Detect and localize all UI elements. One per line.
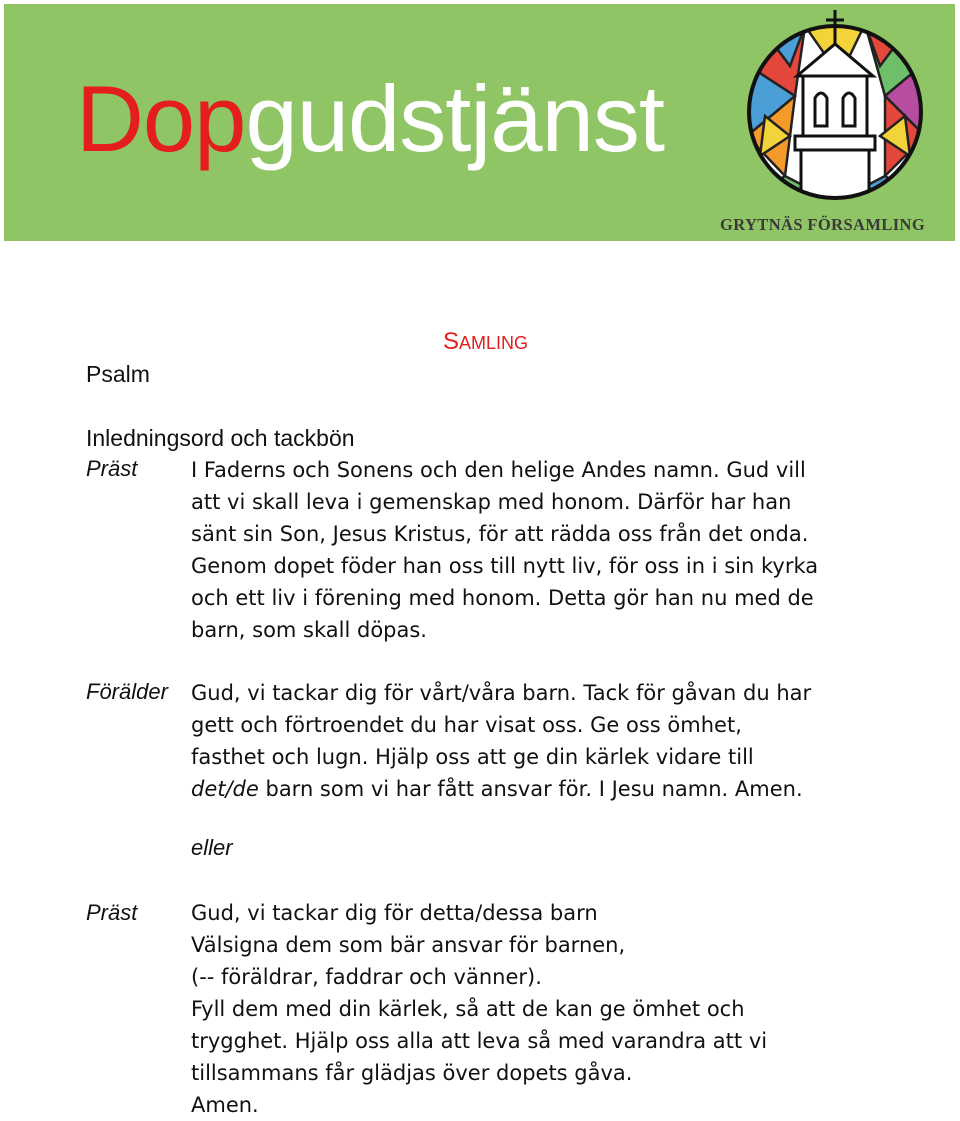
text-line: sänt sin Son, Jesus Kristus, för att rädda oss från det onda. xyxy=(191,522,809,546)
intro-heading: Inledningsord och tackbön xyxy=(86,425,355,451)
text-line: fasthet och lugn. Hjälp oss att ge din kärlek vidare till xyxy=(191,745,754,769)
text-line: trygghet. Hjälp oss alla att leva så med varandra att vi xyxy=(191,1029,768,1053)
section-heading-cap: S xyxy=(443,328,460,355)
text-line: Fyll dem med din kärlek, så att de kan ge ömhet och xyxy=(191,997,745,1021)
text-line: och ett liv i förening med honom. Detta gör han nu med de xyxy=(191,586,814,610)
text-line: Amen. xyxy=(191,1093,259,1117)
role-priest: Präst xyxy=(86,456,138,481)
parent-text xyxy=(191,677,911,805)
text-line-rest: barn som vi har fått ansvar för. I Jesu namn. Amen. xyxy=(258,777,803,801)
page-title xyxy=(76,64,664,174)
church-logo-icon xyxy=(745,6,925,202)
title-part-white: gudstjänst xyxy=(245,66,664,171)
text-line: barn, som skall döpas. xyxy=(191,618,427,642)
or-label: eller xyxy=(191,835,233,860)
text-line: Välsigna dem som bär ansvar för barnen, xyxy=(191,933,626,957)
text-line: (-- föräldrar, faddrar och vänner). xyxy=(191,965,542,989)
priest-text xyxy=(191,454,911,646)
section-heading xyxy=(443,328,528,356)
role-parent: Förälder xyxy=(86,679,168,704)
text-line: att vi skall leva i gemenskap med honom. Därför har han xyxy=(191,490,792,514)
psalm-label: Psalm xyxy=(86,361,150,387)
text-line: gett och förtroendet du har visat oss. Ge oss ömhet, xyxy=(191,713,742,737)
text-line: Genom dopet föder han oss till nytt liv, för oss in i sin kyrka xyxy=(191,554,819,578)
text-line: Gud, vi tackar dig för detta/dessa barn xyxy=(191,901,598,925)
title-part-red: Dop xyxy=(76,66,246,171)
parish-name: GRYTNÄS FÖRSAMLING xyxy=(720,215,926,234)
text-line: Gud, vi tackar dig för vårt/våra barn. Tack för gåvan du har xyxy=(191,681,812,705)
section-heading-rest: AMLING xyxy=(459,333,529,353)
text-line: tillsammans får glädjas över dopets gåva. xyxy=(191,1061,633,1085)
role-priest-2: Präst xyxy=(86,900,138,925)
text-line: I Faderns och Sonens och den helige Andes namn. Gud vill xyxy=(191,458,806,482)
italic-phrase: det/de xyxy=(191,777,259,801)
priest-text-2 xyxy=(191,897,911,1121)
text-line xyxy=(191,773,911,805)
